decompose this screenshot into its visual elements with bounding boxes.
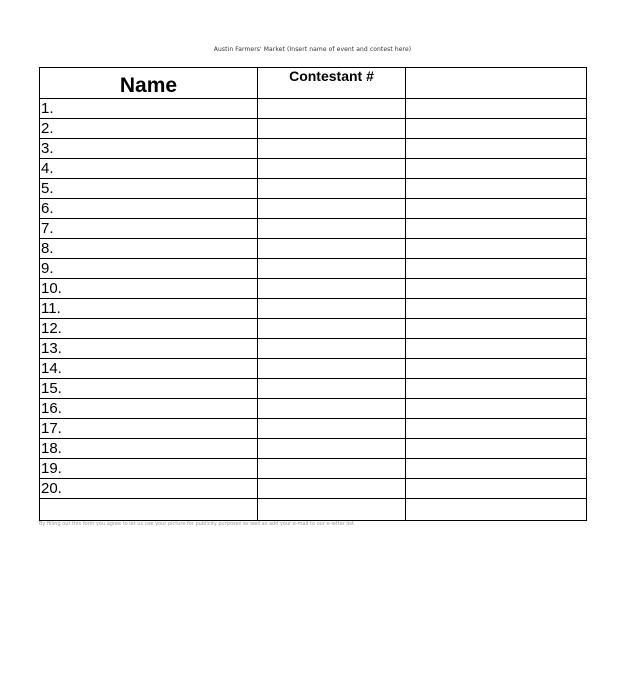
row-number-name-cell[interactable]: 11. bbox=[40, 299, 258, 319]
contestant-number-cell[interactable] bbox=[258, 239, 406, 259]
row-number-name-cell[interactable]: 14. bbox=[40, 359, 258, 379]
extra-cell[interactable] bbox=[406, 119, 587, 139]
blank-row bbox=[40, 499, 587, 521]
contestant-number-cell[interactable] bbox=[258, 99, 406, 119]
table-row bbox=[40, 359, 587, 379]
row-number-name-cell[interactable]: 20. bbox=[40, 479, 258, 499]
contestant-number-cell[interactable] bbox=[258, 279, 406, 299]
table-row bbox=[40, 479, 587, 499]
row-number-name-cell[interactable]: 1. bbox=[40, 99, 258, 119]
column-header-contestant-number: Contestant # bbox=[258, 68, 406, 99]
table-row bbox=[40, 199, 587, 219]
contestant-number-cell[interactable] bbox=[258, 399, 406, 419]
extra-cell[interactable] bbox=[406, 479, 587, 499]
row-number-name-cell[interactable]: 17. bbox=[40, 419, 258, 439]
table-row bbox=[40, 139, 587, 159]
contestant-number-cell[interactable] bbox=[258, 439, 406, 459]
extra-cell[interactable] bbox=[406, 399, 587, 419]
row-number-name-cell[interactable]: 8. bbox=[40, 239, 258, 259]
blank-cell[interactable] bbox=[40, 499, 258, 521]
contestant-number-cell[interactable] bbox=[258, 319, 406, 339]
contestant-number-cell[interactable] bbox=[258, 379, 406, 399]
table-row bbox=[40, 279, 587, 299]
extra-cell[interactable] bbox=[406, 419, 587, 439]
row-number-name-cell[interactable]: 19. bbox=[40, 459, 258, 479]
extra-cell[interactable] bbox=[406, 259, 587, 279]
row-number-name-cell[interactable]: 4. bbox=[40, 159, 258, 179]
table-row bbox=[40, 219, 587, 239]
table-row bbox=[40, 399, 587, 419]
row-number-name-cell[interactable]: 5. bbox=[40, 179, 258, 199]
extra-cell[interactable] bbox=[406, 439, 587, 459]
row-number-name-cell[interactable]: 12. bbox=[40, 319, 258, 339]
extra-cell[interactable] bbox=[406, 279, 587, 299]
blank-cell[interactable] bbox=[406, 499, 587, 521]
contestant-number-cell[interactable] bbox=[258, 139, 406, 159]
extra-cell[interactable] bbox=[406, 139, 587, 159]
contestant-number-cell[interactable] bbox=[258, 159, 406, 179]
contestant-number-cell[interactable] bbox=[258, 219, 406, 239]
contestant-number-cell[interactable] bbox=[258, 299, 406, 319]
row-number-name-cell[interactable]: 13. bbox=[40, 339, 258, 359]
table-row bbox=[40, 159, 587, 179]
row-number-name-cell[interactable]: 3. bbox=[40, 139, 258, 159]
contestant-number-cell[interactable] bbox=[258, 119, 406, 139]
row-number-name-cell[interactable]: 15. bbox=[40, 379, 258, 399]
extra-cell[interactable] bbox=[406, 179, 587, 199]
row-number-name-cell[interactable]: 7. bbox=[40, 219, 258, 239]
column-header-blank bbox=[406, 68, 587, 99]
row-number-name-cell[interactable]: 9. bbox=[40, 259, 258, 279]
extra-cell[interactable] bbox=[406, 239, 587, 259]
signup-table bbox=[39, 67, 587, 521]
extra-cell[interactable] bbox=[406, 299, 587, 319]
table-row bbox=[40, 459, 587, 479]
table-row bbox=[40, 99, 587, 119]
table-row bbox=[40, 379, 587, 399]
contestant-number-cell[interactable] bbox=[258, 459, 406, 479]
row-number-name-cell[interactable]: 2. bbox=[40, 119, 258, 139]
extra-cell[interactable] bbox=[406, 199, 587, 219]
contestant-number-cell[interactable] bbox=[258, 419, 406, 439]
contestant-number-cell[interactable] bbox=[258, 339, 406, 359]
extra-cell[interactable] bbox=[406, 339, 587, 359]
contestant-number-cell[interactable] bbox=[258, 359, 406, 379]
contestant-number-cell[interactable] bbox=[258, 479, 406, 499]
table-row bbox=[40, 119, 587, 139]
row-number-name-cell[interactable]: 16. bbox=[40, 399, 258, 419]
contestant-number-cell[interactable] bbox=[258, 199, 406, 219]
table-row bbox=[40, 239, 587, 259]
column-header-name: Name bbox=[40, 68, 258, 99]
contestant-number-cell[interactable] bbox=[258, 259, 406, 279]
extra-cell[interactable] bbox=[406, 459, 587, 479]
row-number-name-cell[interactable]: 10. bbox=[40, 279, 258, 299]
contestant-number-cell[interactable] bbox=[258, 179, 406, 199]
consent-note: By filling out this form you agree to let us use your picture for publicity purposes as well as add your e-mail to our e-letter list. bbox=[39, 521, 356, 527]
table-row bbox=[40, 419, 587, 439]
blank-cell[interactable] bbox=[258, 499, 406, 521]
table-row bbox=[40, 319, 587, 339]
extra-cell[interactable] bbox=[406, 159, 587, 179]
table-row bbox=[40, 339, 587, 359]
extra-cell[interactable] bbox=[406, 219, 587, 239]
page-title: Austin Farmers' Market (Insert name of event and contest here) bbox=[213, 46, 412, 53]
table-row bbox=[40, 179, 587, 199]
table-header-row bbox=[40, 68, 587, 99]
table-body bbox=[40, 99, 587, 521]
extra-cell[interactable] bbox=[406, 379, 587, 399]
extra-cell[interactable] bbox=[406, 359, 587, 379]
extra-cell[interactable] bbox=[406, 319, 587, 339]
table-row bbox=[40, 299, 587, 319]
row-number-name-cell[interactable]: 18. bbox=[40, 439, 258, 459]
table-row bbox=[40, 439, 587, 459]
row-number-name-cell[interactable]: 6. bbox=[40, 199, 258, 219]
table-row bbox=[40, 259, 587, 279]
extra-cell[interactable] bbox=[406, 99, 587, 119]
